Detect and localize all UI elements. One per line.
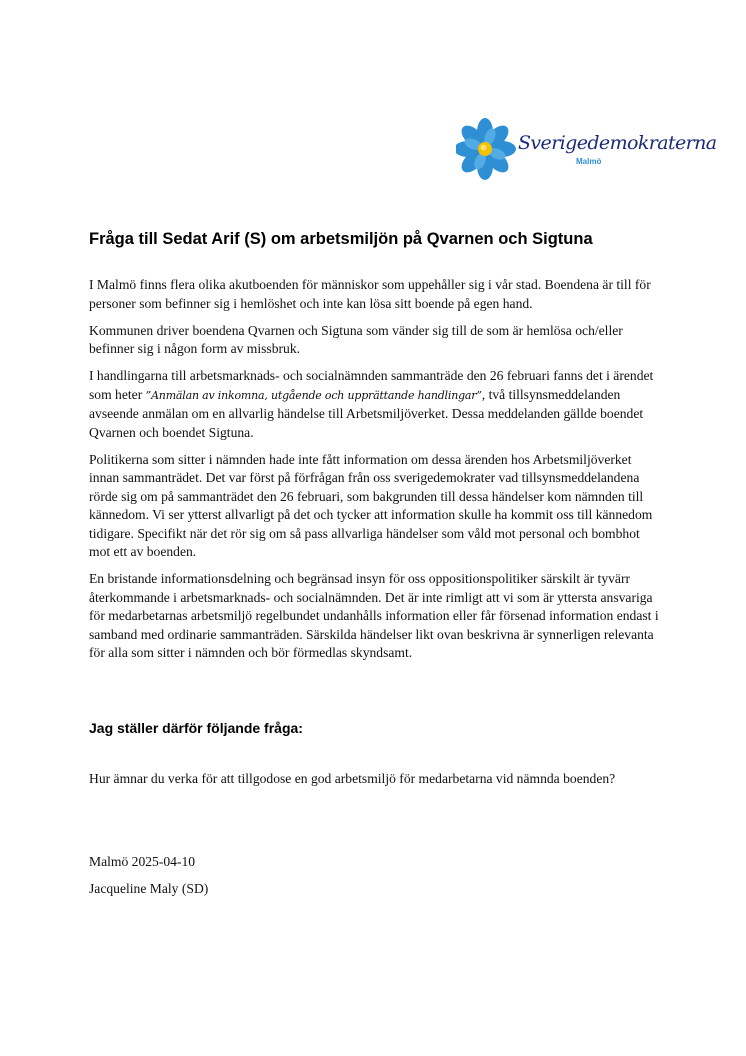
paragraph-handlingar-text-1: I handlingarna till arbetsmarknads- och socialnämnden sammanträde den 26 februari fanns det i ärendet som heter (89, 368, 654, 402)
place-date: Malmö 2025-04-10 (89, 854, 196, 869)
case-title-quote: ”Anmälan av inkomna, utgående och upprättande handlingar” (145, 388, 482, 402)
author-signature: Jacqueline Maly (SD) (89, 881, 209, 896)
paragraph-informationsdelning: En bristande informationsdelning och begränsad insyn för oss oppositionspolitiker särskilt är tyvärr återkommande i arbetsmarknads- och socialnämnden. Det är inte rimligt att vi som är yttersta ansvariga för medarbetarnas arbetsmiljö regelbundet undanhålls information eller får försenad information endast i samband med ordinarie sammanträden. Särskilda händelser likt ovan beskrivna är synnerligen relevanta för alla som sitter i nämnden och bör förmedlas skyndsamt. (89, 571, 659, 660)
document-title: Fråga till Sedat Arif (S) om arbetsmiljön på Qvarnen och Sigtuna (89, 230, 593, 248)
party-logo (456, 114, 717, 184)
question-text: Hur ämnar du verka för att tillgodose en god arbetsmiljö för medarbetarna vid nämnda boenden? (89, 771, 616, 786)
paragraph-politikerna: Politikerna som sitter i nämnden hade inte fått information om dessa ärenden hos Arbetsmiljöverket innan sammanträdet. Det var först på förfrågan från oss sverigedemokrater vad tillsynsmeddelandena rörde sig om på sammanträdet den 26 februari, som bakgrunden till dessa händelser kom nämnden till kännedom. Vi ser ytterst allvarligt på det och tycker att information skulle ha kommit oss till kännedom tidigare. Specifikt när det rör sig om så pass allvarliga händelser som våld mot personal och bombhot mot ett av boenden. (89, 451, 653, 559)
logo-brand-text: Sverigedemokraterna (518, 132, 717, 154)
paragraph-handlingar (89, 367, 664, 442)
paragraph-intro: I Malmö finns flera olika akutboenden för människor som uppehåller sig i vår stad. Boendena är till för personer som befinner sig i hemlöshet och inte kan lösa sitt boende på egen hand. (89, 277, 651, 311)
question-heading: Jag ställer därför följande fråga: (89, 720, 303, 736)
paragraph-boenden: Kommunen driver boendena Qvarnen och Sigtuna som vänder sig till de som är hemlösa och/eller befinner sig i någon form av missbruk. (89, 322, 623, 356)
logo-city-text: Malmö (576, 157, 602, 166)
paragraph-handlingar-text-2: , två tillsynsmeddelanden avseende anmälan om en allvarlig händelse till Arbetsmiljöverket. Dessa meddelanden gällde boendet Qvarnen och boendet Sigtuna. (89, 386, 644, 440)
cornflower-icon (456, 114, 526, 184)
document-body (89, 276, 664, 671)
